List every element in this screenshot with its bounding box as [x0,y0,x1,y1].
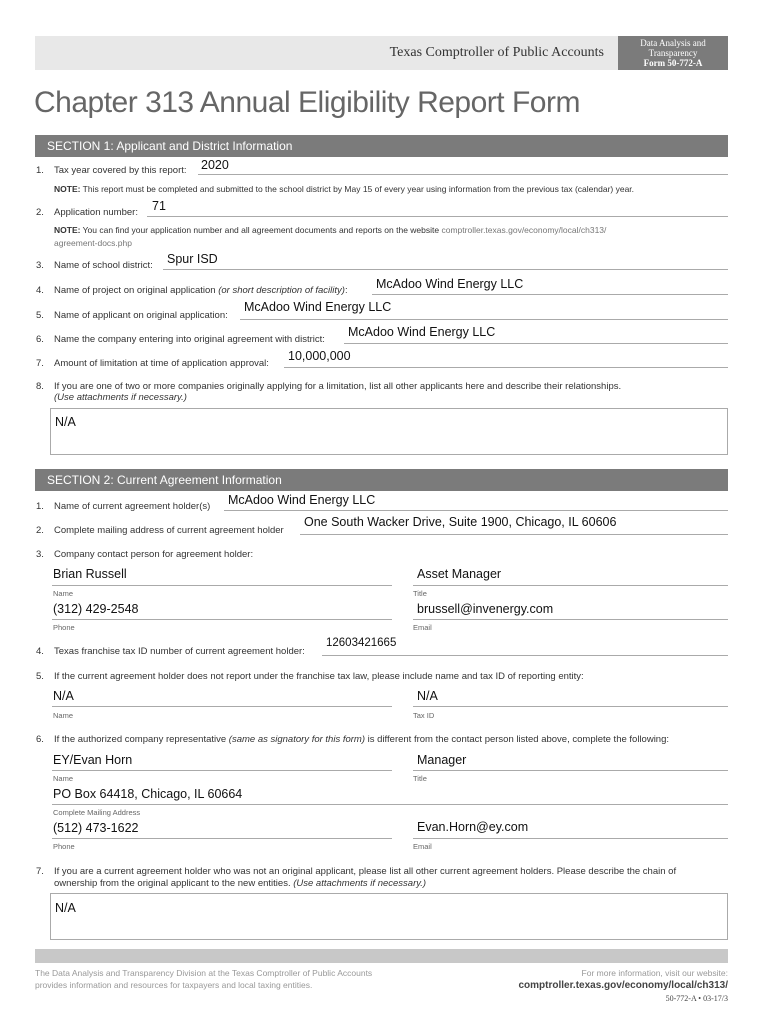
contact-name-label: Name [53,589,74,598]
application-number-field[interactable]: 71 [152,199,166,213]
q-label: Texas franchise tax ID number of current agreement holder: [54,646,305,657]
s2-q1 [36,501,726,515]
website-link[interactable]: comptroller.texas.gov/economy/local/ch313/ [441,225,607,235]
q-number: 7. [36,866,44,877]
rep-name-label: Name [53,774,74,783]
header-bar [35,36,618,70]
rep-email-label: Email [413,842,432,851]
q-label: Name the company entering into original agreement with district: [54,334,325,345]
q-label: Application number: [54,207,138,218]
reporting-entity-taxid-label: Tax ID [413,711,435,720]
q-label: Name of applicant on original application: [54,310,228,321]
footer-right-line1: For more information, visit our website: [581,968,728,978]
footer-left-line2: provides information and resources for taxpayers and local taxing entities. [35,980,313,990]
q-label: Amount of limitation at time of application approval: [54,358,269,369]
footer-form-id: 50-772-A • 03-17/3 [665,994,728,1003]
s1-q1 [36,165,726,179]
section2-heading: SECTION 2: Current Agreement Information [35,469,728,491]
section1-heading: SECTION 1: Applicant and District Information [35,135,728,157]
q-label-text: If you are one of two or more companies originally applying for a limitation, list all other applicants here and describe their relationships. [54,381,622,392]
q-label-italic: (or short description of facility) [218,285,345,296]
franchise-tax-id-field[interactable]: 12603421665 [326,637,397,649]
footer-description [35,967,372,991]
s2-q1-line [224,510,728,511]
company-name-field[interactable]: McAdoo Wind Energy LLC [348,325,496,339]
rep-phone-line [52,838,392,839]
box-line2: Transparency [648,48,698,58]
reporting-entity-name-field[interactable]: N/A [53,689,74,703]
q-label-text: Name of project on original application [54,285,216,296]
rep-address-field[interactable]: PO Box 64418, Chicago, IL 60664 [53,787,243,801]
rep-phone-label: Phone [53,842,75,851]
contact-title-line [413,585,728,586]
rep-email-field[interactable]: Evan.Horn@ey.com [417,820,529,834]
note-bold: NOTE: [54,225,81,235]
q-label [54,734,669,745]
s1-note2 [54,224,734,250]
q-label-italic: (Use attachments if necessary.) [293,878,427,889]
contact-name-field[interactable]: Brian Russell [53,567,127,581]
contact-email-field[interactable]: brussell@invenergy.com [417,602,554,616]
q-number: 8. [36,381,44,392]
page-title: Chapter 313 Annual Eligibility Report Form [34,86,580,119]
contact-email-line [413,619,728,620]
box-form-number: Form 50-772-A [643,58,703,68]
agreement-holder-field[interactable]: McAdoo Wind Energy LLC [228,493,376,507]
rep-email-line [413,838,728,839]
agency-name: Texas Comptroller of Public Accounts [389,45,604,60]
other-applicants-value: N/A [55,415,76,429]
contact-phone-label: Phone [53,623,75,632]
s2-q6 [36,734,736,748]
rep-address-line [52,804,728,805]
contact-phone-field[interactable]: (312) 429-2548 [53,602,139,616]
q-number: 3. [36,549,44,560]
s2-q2-line [300,534,728,535]
footer-website [518,967,728,992]
q-number: 6. [36,734,44,745]
q-label-end: is different from the contact person listed above, complete the following: [367,734,670,745]
footer-bar [35,949,728,963]
school-district-field[interactable]: Spur ISD [167,252,218,266]
s1-q8 [36,381,736,409]
q-label-text: If you are a current agreement holder who was not an original applicant, please list all other current agreement holders. Please describe the chain of [54,866,677,877]
note-text: This report must be completed and submitted to the school district by May 15 of every year using information from the previous tax (calendar) year. [82,184,635,194]
s2-q7 [36,866,736,892]
s2-q4-line [322,655,728,656]
q-label: Complete mailing address of current agreement holder [54,525,284,536]
s1-q7 [36,358,726,372]
s2-q3 [36,549,726,563]
mailing-address-field[interactable]: One South Wacker Drive, Suite 1900, Chicago, IL 60606 [304,515,617,529]
s1-q7-line [284,367,728,368]
s1-q4-line [372,294,728,295]
s1-q1-line [198,174,728,175]
q-number: 1. [36,165,44,176]
s1-q3 [36,260,726,274]
rep-title-line [413,770,728,771]
q-label [54,866,734,890]
contact-name-line [52,585,392,586]
reporting-entity-taxid-field[interactable]: N/A [417,689,438,703]
q-number: 5. [36,310,44,321]
website-link-cont[interactable]: agreement-docs.php [54,238,132,248]
q-label: If the current agreement holder does not report under the franchise tax law, please include name and tax ID of reporting entity: [54,671,584,682]
contact-email-label: Email [413,623,432,632]
q-label-text: If the authorized company representative [54,734,227,745]
rep-title-field[interactable]: Manager [417,753,467,767]
q-number: 6. [36,334,44,345]
rep-address-label: Complete Mailing Address [53,808,141,817]
other-applicants-box[interactable] [50,408,728,455]
reporting-entity-taxid-line [413,706,728,707]
q-number: 3. [36,260,44,271]
note-text: You can find your application number and all agreement documents and reports on the website [82,225,440,235]
q-label: Tax year covered by this report: [54,165,187,176]
s1-q2-line [147,216,728,217]
q-label-end: : [344,285,348,296]
s1-q5-line [240,319,728,320]
q-label [54,381,734,403]
form-id-box [618,36,728,70]
q-label: Company contact person for agreement holder: [54,549,254,560]
q-label-italic: (same as signatory for this form) [228,734,366,745]
rep-name-line [52,770,392,771]
contact-phone-line [52,619,392,620]
q-number: 4. [36,646,44,657]
box-line1: Data Analysis and [640,38,706,48]
q-number: 1. [36,501,44,512]
s1-note1 [54,183,734,196]
contact-title-field[interactable]: Asset Manager [417,567,502,581]
q-number: 7. [36,358,44,369]
rep-phone-field[interactable]: (512) 473-1622 [53,821,139,835]
rep-title-label: Title [413,774,427,783]
project-name-field[interactable]: McAdoo Wind Energy LLC [376,277,524,291]
applicant-name-field[interactable]: McAdoo Wind Energy LLC [244,300,392,314]
q-label [54,285,348,296]
limitation-amount-field[interactable]: 10,000,000 [288,349,351,363]
q-label: Name of current agreement holder(s) [54,501,211,512]
q-label-text2: ownership from the original applicant to the new entities. [54,878,291,889]
tax-year-field[interactable]: 2020 [201,158,229,172]
footer-website-link[interactable]: comptroller.texas.gov/economy/local/ch313/ [518,980,728,991]
q-number: 2. [36,207,44,218]
q-label-italic: (Use attachments if necessary.) [54,392,187,403]
s2-q5 [36,671,736,685]
reporting-entity-name-line [52,706,392,707]
q-label: Name of school district: [54,260,153,271]
ownership-chain-value: N/A [55,901,76,915]
rep-name-field[interactable]: EY/Evan Horn [53,753,133,767]
ownership-chain-box[interactable] [50,893,728,940]
s1-q3-line [163,269,728,270]
footer-left-line1: The Data Analysis and Transparency Division at the Texas Comptroller of Public Accounts [35,968,373,978]
q-number: 4. [36,285,44,296]
q-number: 2. [36,525,44,536]
s1-q6-line [344,343,728,344]
s1-q2 [36,207,726,221]
q-number: 5. [36,671,44,682]
reporting-entity-name-label: Name [53,711,74,720]
contact-title-label: Title [413,589,427,598]
note-bold: NOTE: [54,184,81,194]
